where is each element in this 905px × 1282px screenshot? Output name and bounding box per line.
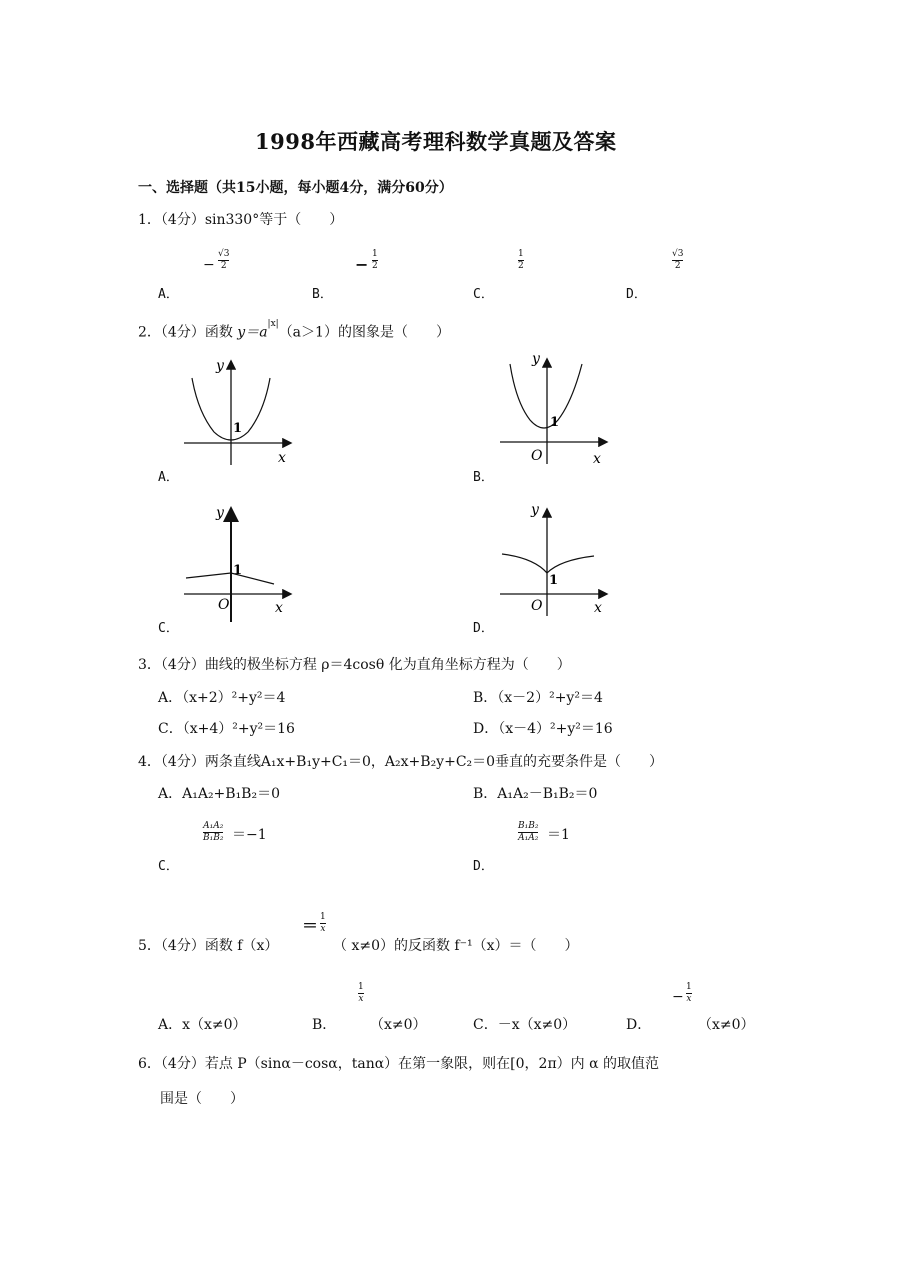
svg-text:y: y [216, 505, 224, 521]
q2-letter-b: B． [473, 470, 494, 485]
question-6-line-1: 6．（4分）若点 P（sinα－cosα，tanα）在第一象限，则在[0，2π）内 α 的取值范 [138, 1056, 659, 1072]
question-6-line-2: 围是（ ） [160, 1091, 244, 1107]
section-heading: 一、选择题（共15小题，每小题4分，满分60分） [138, 180, 453, 196]
svg-text:y: y [216, 358, 224, 374]
svg-text:O: O [218, 597, 230, 613]
q3-option-a: A．（x+2）²+y²＝4 [158, 690, 286, 706]
q2-letter-a: A． [158, 470, 179, 485]
svg-text:1: 1 [233, 421, 243, 436]
graph-d [494, 500, 614, 618]
q3-option-b: B．（x－2）²+y²＝4 [473, 690, 603, 706]
page-title: 1998年西藏高考理科数学真题及答案 [255, 129, 617, 154]
question-5-stem-a: 5．（4分）函数 f（x） [138, 938, 279, 954]
svg-text:O: O [531, 598, 543, 614]
q5-equals: ＝ [302, 916, 319, 935]
q3-option-d: D．（x－4）²+y²＝16 [473, 721, 613, 737]
graph-b [494, 350, 614, 468]
q4-option-a: A．A₁A₂+B₁B₂＝0 [158, 786, 280, 802]
q5-option-a: A．x（x≠0） [158, 1017, 247, 1033]
svg-text:1: 1 [549, 573, 559, 588]
svg-text:O: O [531, 448, 543, 464]
svg-text:x: x [594, 600, 602, 616]
q2-letter-c: C． [158, 621, 179, 636]
q5-option-c: C．－x（x≠0） [473, 1017, 577, 1033]
question-1-stem: 1．（4分）sin330°等于（ ） [138, 212, 344, 228]
svg-text:1: 1 [550, 415, 560, 430]
q3-option-c: C．（x+4）²+y²＝16 [158, 721, 295, 737]
q1-c-fraction: 1 2 [518, 249, 524, 272]
svg-text:y: y [532, 351, 540, 367]
q1-d-fraction: √3 2 [672, 249, 684, 272]
question-3-stem: 3．（4分）曲线的极坐标方程 ρ＝4cosθ 化为直角坐标方程为（ ） [138, 657, 571, 673]
svg-text:x: x [275, 600, 283, 616]
question-2-stem: 2．（4分）函数 $y=a^{|x|}(a>1)$的图象是（ ） [138, 319, 450, 341]
question-4-stem: 4．（4分）两条直线A₁x+B₁y+C₁＝0，A₂x+B₂y+C₂＝0垂直的充要条件是（ ） [138, 754, 664, 770]
q1-a-fraction: √3 2 [218, 249, 230, 272]
svg-text:x: x [278, 450, 286, 466]
svg-text:1: 1 [233, 563, 243, 578]
graph-c [178, 502, 298, 624]
svg-text:x: x [593, 451, 601, 467]
q1-b-fraction: 1 2 [372, 249, 378, 272]
q2-letter-d: D． [473, 621, 494, 636]
question-5-stem-b: （ x≠0）的反函数 f⁻¹（x）＝（ ） [333, 938, 579, 954]
q4-option-b: B．A₁A₂－B₁B₂＝0 [473, 786, 598, 802]
svg-text:y: y [531, 502, 539, 518]
graph-a [178, 352, 298, 467]
q5-fraction: 1 x [320, 912, 326, 935]
